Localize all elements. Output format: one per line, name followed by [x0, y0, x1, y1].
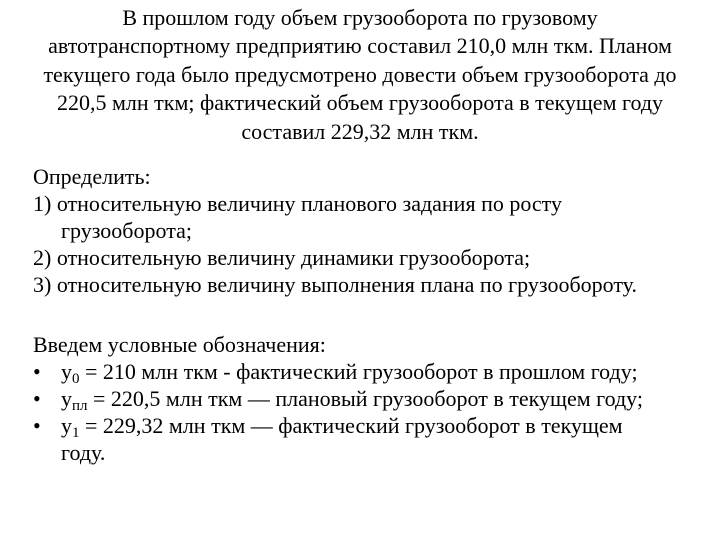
variable-symbol: у: [61, 359, 72, 384]
notation-text-continuation: году.: [61, 440, 106, 465]
notation-item: [33, 358, 713, 385]
task-heading: Определить:: [33, 164, 151, 189]
task-item-continuation: грузооборота;: [61, 218, 192, 243]
problem-line: составил 229,32 млн ткм.: [241, 118, 479, 144]
variable-symbol: у: [61, 386, 72, 411]
variable-subscript: 1: [72, 425, 80, 441]
variable-subscript: 0: [72, 371, 80, 387]
notation-item: [33, 385, 713, 412]
task-list: [33, 163, 713, 298]
task-item: 1) относительную величину планового задания по росту: [33, 191, 562, 216]
notation-list: [33, 331, 713, 466]
problem-statement: [8, 4, 712, 146]
problem-line: В прошлом году объем грузооборота по грузовому: [122, 5, 598, 30]
problem-line: 220,5 млн ткм; фактический объем грузооборота в текущем году: [56, 90, 664, 116]
notation-text: = 229,32 млн ткм — фактический грузооборот в текущем: [79, 413, 623, 438]
task-item: 3) относительную величину выполнения плана по грузообороту.: [33, 272, 637, 297]
task-item: 2) относительную величину динамики грузооборота;: [33, 245, 531, 270]
notation-text: = 210 млн ткм - фактический грузооборот в прошлом году;: [79, 359, 638, 384]
problem-line: автотранспортному предприятию составил 210,0 млн ткм. Планом: [48, 33, 672, 59]
notation-text: = 220,5 млн ткм — плановый грузооборот в текущем году;: [87, 386, 643, 411]
variable-symbol: у: [61, 413, 72, 438]
bullet-icon: •: [33, 386, 41, 411]
notation-heading: Введем условные обозначения:: [33, 332, 326, 357]
notation-item: [33, 412, 713, 466]
bullet-icon: •: [33, 359, 41, 384]
problem-line: текущего года было предусмотрено довести объем грузооборота до: [43, 61, 677, 87]
variable-subscript: пл: [72, 398, 88, 414]
bullet-icon: •: [33, 413, 41, 438]
